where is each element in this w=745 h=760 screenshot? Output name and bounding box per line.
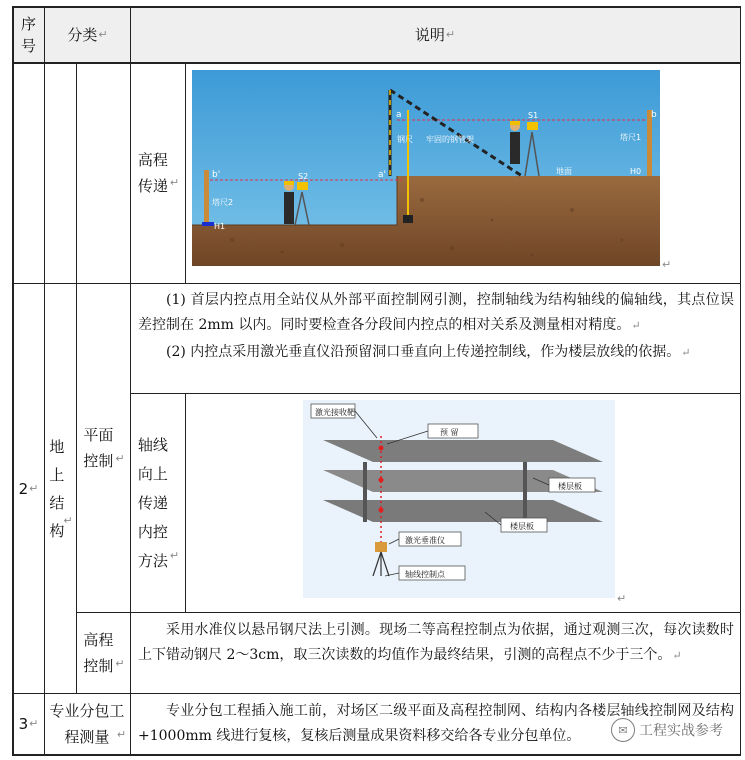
fig2-reserved-hole: 预 留 <box>440 428 459 437</box>
row1-sub-label: 高程传递 ↵ <box>137 151 180 195</box>
row2-no: 2 ↵ <box>18 479 39 498</box>
fig1-label-s2: S2 <box>298 172 309 181</box>
chat-bubble-icon: ✉ <box>611 718 635 742</box>
row1-inner-rule <box>185 62 186 283</box>
row2-axis-label: 轴线向上传递内控方法 ↵ <box>137 435 180 570</box>
fig1-label-h0: H0 <box>630 167 642 176</box>
fig1-label-a: a <box>396 110 402 120</box>
fig1-label-staff1: 塔尺1 <box>620 133 642 142</box>
table-border-right <box>740 6 742 756</box>
header-no: 序号 <box>20 14 36 55</box>
fig1-label-s1: S1 <box>528 111 539 120</box>
fig1-label-b: b <box>651 110 657 120</box>
row2-plane-control: 平面控制 ↵ <box>83 426 125 470</box>
header-description: 说明 ↵ <box>414 25 456 44</box>
row2-sub-rule <box>76 612 741 613</box>
fig2-floor-slab-1: 楼层板 <box>558 482 582 491</box>
row2-category: 地上结构 ↵ <box>49 437 73 540</box>
fig2-laser-target: 激光接收靶 <box>315 408 355 417</box>
row2-para-rule <box>130 393 741 394</box>
row3-desc: 专业分包工程插入施工前，对场区二级平面及高程控制网、结构内各楼层轴线控制网及结构+1000mm 线进行复核，复核后测量成果资料移交给各专业分包单位。 <box>138 703 734 744</box>
row2-elevation-desc: 采用水准仪以悬吊钢尺法上引测。现场二等高程控制点为依据，通过观测三次，每次读数时上下错动钢尺 2～3cm，取三次读数的均值作为最终结果，引测的高程点不少于三个。↵ <box>138 622 734 663</box>
row2-para1: (1) 首层内控点用全站仪从外部平面控制网引测，控制轴线为结构轴线的偏轴线，其点位误差控制在 2mm 以内。同时要检查各分段间内控点的相对关系及测量相对精度。↵ <box>138 292 734 333</box>
watermark: ✉ 工程实战参考 <box>611 718 723 742</box>
fig2-laser-instrument: 激光垂准仪 <box>405 536 445 545</box>
fig1-label-b-prime: b' <box>212 170 221 180</box>
row3-no: 3 ↵ <box>18 715 39 733</box>
fig1-label-staff2: 塔尺2 <box>212 198 234 207</box>
fig1-label-ground: 地面 <box>556 167 572 176</box>
header-rule <box>12 62 741 64</box>
table-border-bottom <box>12 754 741 756</box>
fig2-axis-control-point: 轴线控制点 <box>405 570 445 579</box>
return-mark: ↵ <box>662 258 672 271</box>
fig1-label-h1: H1 <box>214 222 226 231</box>
header-category: 分类 ↵ <box>67 25 108 44</box>
row2-inner-rule <box>185 393 186 612</box>
row2-para2: (2) 内控点采用激光垂直仪沿预留洞口垂直向上传递控制线，作为楼层放线的依据。↵ <box>166 344 691 360</box>
row3-category: 专业分包工程测量 ↵ <box>49 702 127 746</box>
laser-plumb-figure <box>303 400 615 598</box>
return-mark: ↵ <box>617 592 627 605</box>
fig1-label-a-prime: a' <box>378 170 386 180</box>
fig1-label-frame: 牢固的钢管架 <box>426 135 474 144</box>
fig2-floor-slab-2: 楼层板 <box>510 522 534 531</box>
elevation-transfer-figure <box>192 70 660 266</box>
fig1-label-steel-ruler: 钢尺 <box>397 135 413 144</box>
row2-elevation-control: 高程控制 ↵ <box>83 631 125 675</box>
